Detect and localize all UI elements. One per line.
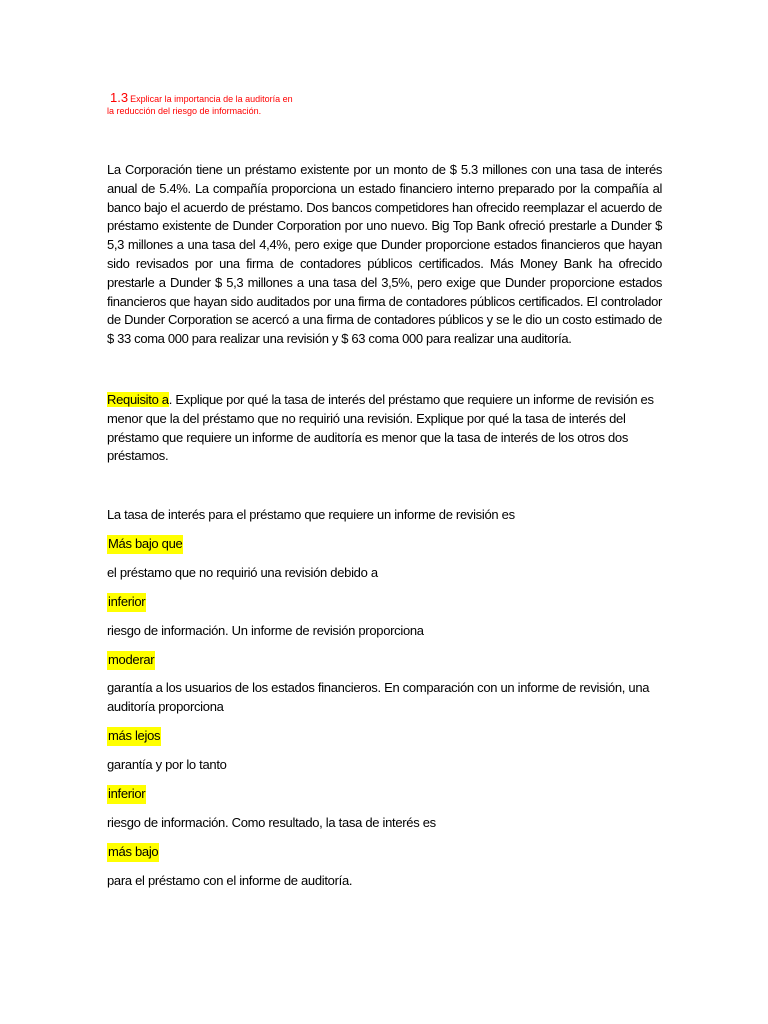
answer-line: La tasa de interés para el préstamo que requiere un informe de revisión es <box>107 507 515 522</box>
requirement-label: Requisito a <box>107 392 169 407</box>
answer-line: garantía y por lo tanto <box>107 757 227 772</box>
answer-highlight-text: más lejos <box>107 727 161 746</box>
answer-highlight <box>107 651 667 670</box>
answer-line: para el préstamo con el informe de auditoría. <box>107 873 353 888</box>
answer-highlight-text: más bajo <box>107 843 159 862</box>
answer-highlight-text: moderar <box>107 651 155 670</box>
answer-highlight <box>107 843 667 862</box>
answer-highlight <box>107 727 667 746</box>
answer-line: garantía a los usuarios de los estados financieros. En comparación con un informe de revisión, una auditoría proporciona <box>107 680 650 714</box>
answer-highlight <box>107 535 667 554</box>
section-heading <box>107 92 297 117</box>
answer-line: riesgo de información. Como resultado, la tasa de interés es <box>107 815 436 830</box>
answer-highlight <box>107 785 667 804</box>
section-number: 1.3 <box>110 90 129 105</box>
answer-line: riesgo de información. Un informe de revisión proporciona <box>107 623 424 638</box>
intro-paragraph: La Corporación tiene un préstamo existente por un monto de $ 5.3 millones con una tasa de interés anual de 5.4%. La compañía proporciona un estado financiero interno preparado por la compañía al banco bajo el acuerdo de préstamo. Dos bancos competidores han ofrecido reemplazar el acuerdo de préstamo existente de Dunder Corporation por uno nuevo. Big Top Bank ofreció prestarle a Dunder $ 5,3 millones a una tasa del 4,4%, pero exige que Dunder proporcione estados financieros que hayan sido revisados por una firma de contadores públicos certificados. Más Money Bank ha ofrecido prestarle a Dunder $ 5,3 millones a una tasa del 3,5%, pero exige que Dunder proporcione estados financieros que hayan sido auditados por una firma de contadores públicos certificados. El controlador de Dunder Corporation se acercó a una firma de contadores públicos y se le dio un costo estimado de $ 33 coma 000 para realizar una revisión y $ 63 coma 000 para realizar una auditoría. <box>107 162 662 347</box>
requirement-text: . Explique por qué la tasa de interés del préstamo que requiere un informe de revisión es menor que la del préstamo que no requirió una revisión. Explique por qué la tasa de interés del préstamo que requiere un informe de auditoría es menor que la tasa de interés de los otros dos préstamos. <box>107 392 654 464</box>
answer-highlight-text: inferior <box>107 593 146 612</box>
section-title: Explicar la importancia de la auditoría en la reducción del riesgo de información. <box>107 94 293 116</box>
answer-highlight <box>107 593 667 612</box>
answer-highlight-text: Más bajo que <box>107 535 183 554</box>
requirement-paragraph <box>107 391 662 466</box>
answer-highlight-text: inferior <box>107 785 146 804</box>
answer-line: el préstamo que no requirió una revisión debido a <box>107 565 378 580</box>
